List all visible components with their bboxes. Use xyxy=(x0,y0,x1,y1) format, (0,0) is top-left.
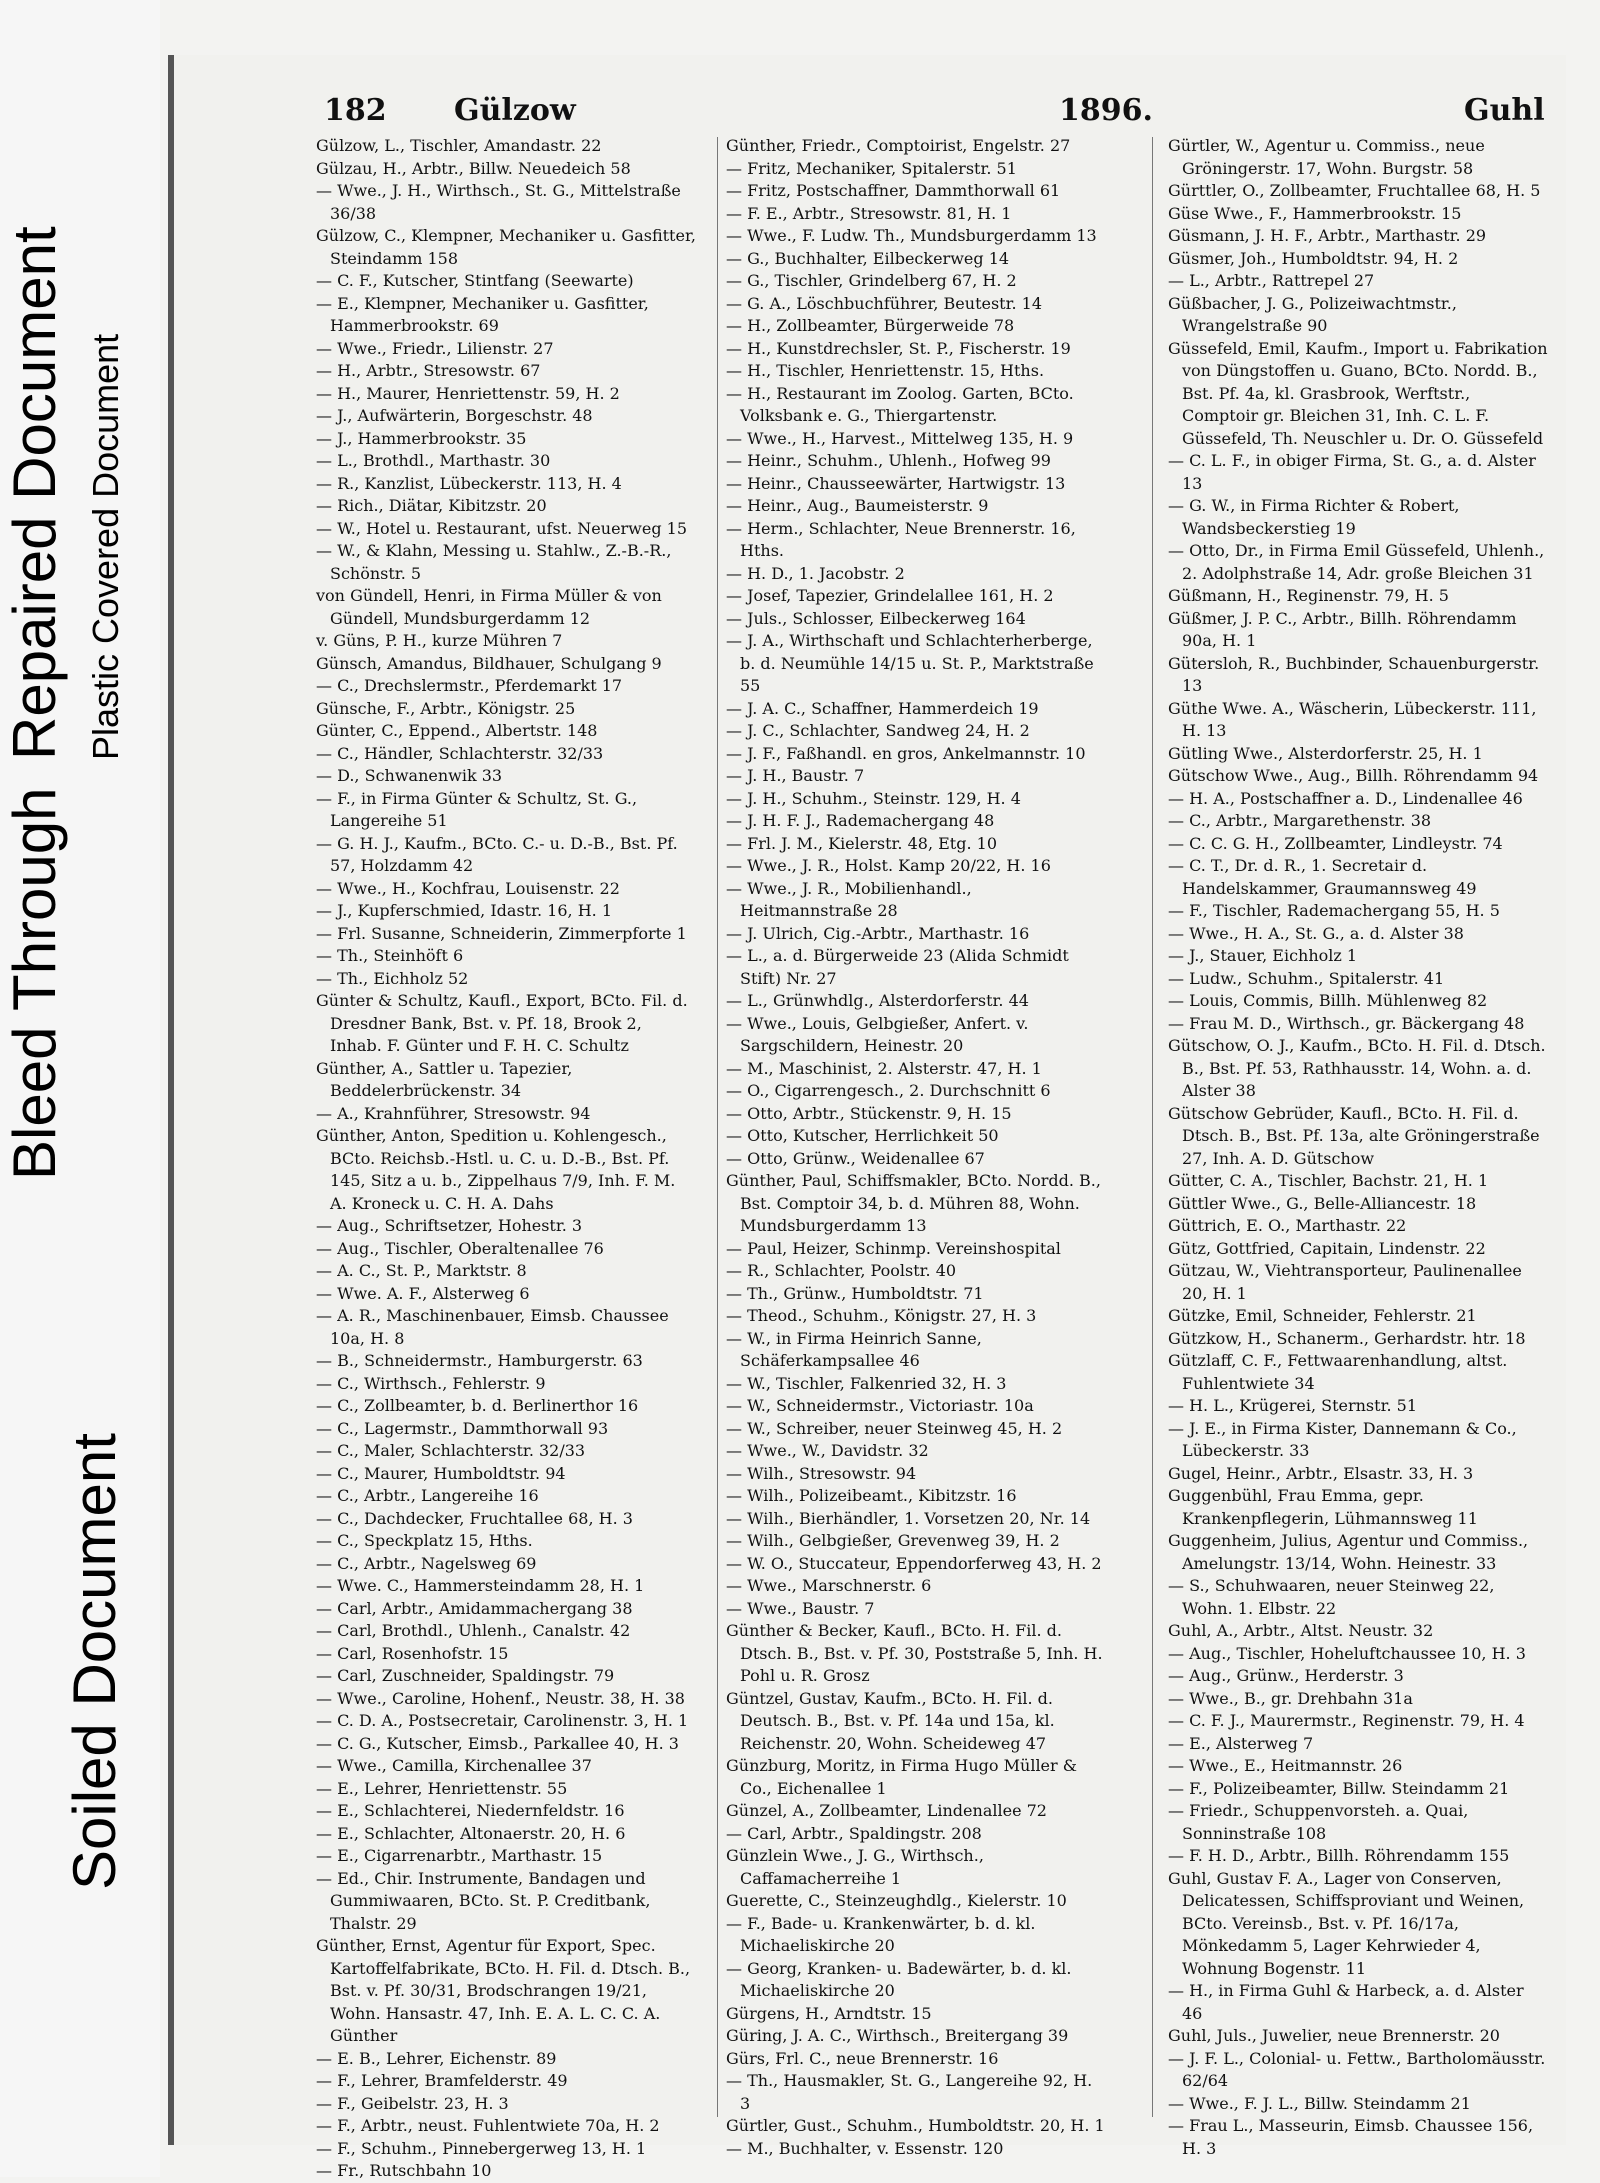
directory-entry: Gütling Wwe., Alsterdorferstr. 25, H. 1 xyxy=(1168,743,1483,763)
directory-entry: Günzburg, Moritz, in Firma Hugo Müller & Co., Eichenallee 1 xyxy=(726,1756,1077,1798)
directory-entry: — R., Kanzlist, Lübeckerstr. 113, H. 4 xyxy=(316,473,622,493)
directory-entry: — H., in Firma Guhl & Harbeck, a. d. Alster 46 xyxy=(1168,1981,1524,2023)
directory-entry: — Josef, Tapezier, Grindelallee 161, H. 2 xyxy=(726,586,1054,605)
directory-entry: Gürs, Frl. C., neue Brennerstr. 16 xyxy=(726,2048,999,2068)
directory-entry: Guggenbühl, Frau Emma, gepr. Krankenpflegerin, Lühmannsweg 11 xyxy=(1168,1486,1478,1528)
directory-entry: — Wwe., Friedr., Lilienstr. 27 xyxy=(316,338,554,358)
directory-entry: — H., Arbtr., Stresowstr. 67 xyxy=(316,361,541,380)
directory-entry: — Louis, Commis, Billh. Mühlenweg 82 xyxy=(1168,991,1488,1010)
directory-entry: — E. B., Lehrer, Eichenstr. 89 xyxy=(316,2048,557,2068)
directory-entry: Günsch, Amandus, Bildhauer, Schulgang 9 xyxy=(316,653,662,673)
directory-entry: — Otto, Grünw., Weidenallee 67 xyxy=(726,1148,985,1168)
directory-entry: — B., Schneidermstr., Hamburgerstr. 63 xyxy=(316,1351,643,1370)
directory-entry: Güse Wwe., F., Hammerbrookstr. 15 xyxy=(1168,203,1462,223)
directory-entry: — G. W., in Firma Richter & Robert, Wandsbeckerstieg 19 xyxy=(1168,496,1460,538)
directory-entry: Gützkow, H., Schanerm., Gerhardstr. htr. 18 xyxy=(1168,1328,1526,1348)
directory-entry: — Friedr., Schuppenvorsteh. a. Quai, Sonninstraße 108 xyxy=(1168,1801,1469,1843)
directory-entry: — Georg, Kranken- u. Badewärter, b. d. kl. Michaeliskirche 20 xyxy=(726,1958,1072,2000)
directory-entry: — Aug., Grünw., Herderstr. 3 xyxy=(1168,1666,1404,1685)
directory-entry: — Ed., Chir. Instrumente, Bandagen und Gummiwaaren, BCto. St. P. Creditbank, Thalstr. 29 xyxy=(316,1868,651,1933)
directory-entry: — F., Tischler, Rademachergang 55, H. 5 xyxy=(1168,901,1500,920)
directory-entry: Günter & Schultz, Kaufl., Export, BCto. Fil. d. Dresdner Bank, Bst. v. Pf. 18, Brook 2, Inhab. F. Günter und F. H. C. Schultz xyxy=(316,991,688,1055)
directory-entry: — H. A., Postschaffner a. D., Lindenallee 46 xyxy=(1168,788,1523,808)
directory-entry: Güsmer, Joh., Humboldtstr. 94, H. 2 xyxy=(1168,248,1459,268)
directory-entry: Gützau, W., Viehtransporteur, Paulinenallee 20, H. 1 xyxy=(1168,1261,1522,1303)
directory-entry: — C., Arbtr., Langereihe 16 xyxy=(316,1486,539,1505)
directory-entry: Günther, A., Sattler u. Tapezier, Beddelerbrückenstr. 34 xyxy=(316,1058,573,1100)
directory-entry: — Th., Eichholz 52 xyxy=(316,968,469,988)
directory-entry: — C. G., Kutscher, Eimsb., Parkallee 40, H. 3 xyxy=(316,1733,679,1753)
directory-entry: — Wwe., H., Kochfrau, Louisenstr. 22 xyxy=(316,878,620,898)
directory-entry: Gürttler, O., Zollbeamter, Fruchtallee 68, H. 5 xyxy=(1168,181,1541,200)
side-label-plastic-covered: Plastic Covered Document xyxy=(85,333,126,760)
directory-entry: — S., Schuhwaaren, neuer Steinweg 22, Wohn. 1. Elbstr. 22 xyxy=(1168,1576,1495,1618)
directory-entry: — Rich., Diätar, Kibitzstr. 20 xyxy=(316,496,547,515)
directory-entry: — Th., Steinhöft 6 xyxy=(316,946,464,965)
directory-entry: — Herm., Schlachter, Neue Brennerstr. 16, Hths. xyxy=(726,518,1076,560)
directory-entry: Güntzel, Gustav, Kaufm., BCto. H. Fil. d. Deutsch. B., Bst. v. Pf. 14a und 15a, kl. Reichenstr. 20, Wohn. Scheideweg 47 xyxy=(726,1688,1055,1753)
directory-entry: — H. L., Krügerei, Sternstr. 51 xyxy=(1168,1396,1417,1415)
directory-entry: Günther & Becker, Kaufl., BCto. H. Fil. d. Dtsch. B., Bst. v. Pf. 30, Poststraße 5, Inh. H. Pohl u. R. Grosz xyxy=(726,1621,1103,1685)
directory-entry: Gütschow Gebrüder, Kaufl., BCto. H. Fil. d. Dtsch. B., Bst. Pf. 13a, alte Gröningerstraße 27, Inh. A. D. Gütschow xyxy=(1168,1103,1540,1168)
directory-entry: — H. D., 1. Jacobstr. 2 xyxy=(726,563,905,583)
directory-entry: Guhl, Juls., Juwelier, neue Brennerstr. 20 xyxy=(1168,2026,1500,2045)
directory-entry: — W., & Klahn, Messing u. Stahlw., Z.-B.-R., Schönstr. 5 xyxy=(316,541,672,583)
directory-entry: — L., Brothdl., Marthastr. 30 xyxy=(316,451,551,470)
directory-entry: — J. H. F. J., Rademachergang 48 xyxy=(726,811,995,830)
directory-entry: — Wwe., E., Heitmannstr. 26 xyxy=(1168,1756,1403,1775)
directory-column-1 xyxy=(316,135,696,2183)
directory-entry: — A., Krahnführer, Stresowstr. 94 xyxy=(316,1103,591,1123)
directory-entry: — J. E., in Firma Kister, Dannemann & Co., Lübeckerstr. 33 xyxy=(1168,1418,1517,1460)
directory-entry: — C., Händler, Schlachterstr. 32/33 xyxy=(316,743,604,763)
directory-entry: — M., Maschinist, 2. Alsterstr. 47, H. 1 xyxy=(726,1058,1042,1078)
directory-entry: — L., Arbtr., Rattrepel 27 xyxy=(1168,271,1375,290)
directory-entry: — W., Hotel u. Restaurant, ufst. Neuerweg 15 xyxy=(316,518,688,538)
directory-entry: Guhl, A., Arbtr., Altst. Neustr. 32 xyxy=(1168,1621,1434,1640)
directory-entry: — R., Schlachter, Poolstr. 40 xyxy=(726,1261,957,1280)
directory-entry: — H., Zollbeamter, Bürgerweide 78 xyxy=(726,316,1015,335)
directory-entry: Guerette, C., Steinzeughdlg., Kielerstr. 10 xyxy=(726,1891,1067,1910)
directory-entry: — J., Aufwärterin, Borgeschstr. 48 xyxy=(316,406,593,425)
directory-entry: — Wwe., F. J. L., Billw. Steindamm 21 xyxy=(1168,2093,1471,2113)
directory-entry: Guggenheim, Julius, Agentur und Commiss., Amelungstr. 13/14, Wohn. Heinestr. 33 xyxy=(1168,1531,1529,1573)
directory-entry: Günther, Ernst, Agentur für Export, Spec. Kartoffelfabrikate, BCto. H. Fil. d. Dtsch. B., Bst. v. Pf. 30/31, Brodschrangen 19/21, Wohn. Hansastr. 47, Inh. E. A. L. C. C. A. Günther xyxy=(316,1936,691,2045)
directory-entry: — D., Schwanenwik 33 xyxy=(316,766,503,785)
directory-entry: Gütschow, O. J., Kaufm., BCto. H. Fil. d. Dtsch. B., Bst. Pf. 53, Rathhausstr. 14, Wohn. a. d. Alster 38 xyxy=(1168,1036,1546,1100)
directory-entry: Gürtler, W., Agentur u. Commiss., neue Gröningerstr. 17, Wohn. Burgstr. 58 xyxy=(1168,136,1485,178)
directory-entry: — W. O., Stuccateur, Eppendorferweg 43, H. 2 xyxy=(726,1553,1102,1573)
column-divider xyxy=(1152,137,1153,2117)
directory-entry: — H., Restaurant im Zoolog. Garten, BCto. Volksbank e. G., Thiergartenstr. xyxy=(726,383,1074,425)
directory-entry: — C., Zollbeamter, b. d. Berlinerthor 16 xyxy=(316,1396,639,1415)
directory-entry: — Wwe., Baustr. 7 xyxy=(726,1598,875,1618)
header-right-name: Guhl xyxy=(1464,93,1545,128)
directory-entry: Gülzow, C., Klempner, Mechaniker u. Gasfitter, Steindamm 158 xyxy=(316,226,696,268)
directory-entry: — C., Lagermstr., Dammthorwall 93 xyxy=(316,1418,609,1438)
directory-entry: Günzel, A., Zollbeamter, Lindenallee 72 xyxy=(726,1801,1047,1820)
directory-entry: — J. C., Schlachter, Sandweg 24, H. 2 xyxy=(726,721,1030,740)
directory-entry: — C. F., Kutscher, Stintfang (Seewarte) xyxy=(316,271,634,290)
directory-entry: — Wwe., Louis, Gelbgießer, Anfert. v. Sargschildern, Heinestr. 20 xyxy=(726,1013,1029,1055)
directory-entry: — W., Tischler, Falkenried 32, H. 3 xyxy=(726,1373,1007,1393)
directory-entry: — Wilh., Gelbgießer, Grevenweg 39, H. 2 xyxy=(726,1531,1060,1550)
directory-entry: Güssefeld, Emil, Kaufm., Import u. Fabrikation von Düngstoffen u. Guano, BCto. Nordd. B., Bst. Pf. 4a, kl. Grasbrook, Werftstr., Comptoir gr. Bleichen 31, Inh. C. L. F. Güssefeld, Th. Neuschler u. Dr. O. Güssefeld xyxy=(1168,338,1548,448)
directory-entry: Gützke, Emil, Schneider, Fehlerstr. 21 xyxy=(1168,1306,1477,1325)
directory-entry: — Ludw., Schuhm., Spitalerstr. 41 xyxy=(1168,968,1445,988)
directory-entry: — Wilh., Bierhändler, 1. Vorsetzen 20, Nr. 14 xyxy=(726,1508,1091,1528)
directory-entry: — Wwe., J. R., Holst. Kamp 20/22, H. 16 xyxy=(726,856,1051,875)
directory-entry: — Wwe., Marschnerstr. 6 xyxy=(726,1576,932,1595)
directory-entry: — L., a. d. Bürgerweide 23 (Alida Schmidt Stift) Nr. 27 xyxy=(726,946,1069,988)
directory-entry: Günther, Anton, Spedition u. Kohlengesch., BCto. Reichsb.-Hstl. u. C. u. D.-B., Bst. Pf. 145, Sitz a u. b., Zippelhaus 7/9, Inh. F. M. A. Kroneck u. C. H. A. Dahs xyxy=(316,1126,676,1213)
directory-entry: — J. Ulrich, Cig.-Arbtr., Marthastr. 16 xyxy=(726,923,1030,943)
directory-entry: — E., Alsterweg 7 xyxy=(1168,1733,1314,1753)
directory-entry: — Th., Hausmakler, St. G., Langereihe 92, H. 3 xyxy=(726,2071,1093,2113)
directory-entry: — C., Arbtr., Nagelsweg 69 xyxy=(316,1553,537,1573)
directory-entry: — Frau M. D., Wirthsch., gr. Bäckergang 48 xyxy=(1168,1013,1525,1033)
directory-entry: — F., Arbtr., neust. Fuhlentwiete 70a, H. 2 xyxy=(316,2116,660,2135)
directory-entry: — Wilh., Stresowstr. 94 xyxy=(726,1463,917,1483)
directory-entry: Güßbacher, J. G., Polizeiwachtmstr., Wrangelstraße 90 xyxy=(1168,293,1457,335)
directory-entry: — F., Schuhm., Pinnebergerweg 13, H. 1 xyxy=(316,2138,647,2158)
directory-column-3 xyxy=(1168,135,1548,2160)
directory-entry: — F., in Firma Günter & Schultz, St. G., Langereihe 51 xyxy=(316,788,638,830)
directory-entry: — Otto, Arbtr., Stückenstr. 9, H. 15 xyxy=(726,1103,1012,1123)
directory-entry: — Carl, Rosenhofstr. 15 xyxy=(316,1643,509,1663)
directory-entry: — Wwe., H., Harvest., Mittelweg 135, H. 9 xyxy=(726,428,1074,448)
directory-entry: von Gündell, Henri, in Firma Müller & von Gündell, Mundsburgerdamm 12 xyxy=(316,586,662,628)
directory-entry: Gülzau, H., Arbtr., Billw. Neuedeich 58 xyxy=(316,158,631,178)
directory-entry: — M., Buchhalter, v. Essenstr. 120 xyxy=(726,2138,1004,2158)
directory-entry: — Wwe., B., gr. Drehbahn 31a xyxy=(1168,1688,1413,1708)
directory-entry: Günzlein Wwe., J. G., Wirthsch., Caffamacherreihe 1 xyxy=(726,1846,984,1888)
directory-entry: — Frau L., Masseurin, Eimsb. Chaussee 156, H. 3 xyxy=(1168,2116,1534,2158)
directory-entry: — F. H. D., Arbtr., Billh. Röhrendamm 155 xyxy=(1168,1846,1510,1865)
directory-entry: — Aug., Tischler, Oberaltenallee 76 xyxy=(316,1238,604,1258)
directory-entry: Gützlaff, C. F., Fettwaarenhandlung, altst. Fuhlentwiete 34 xyxy=(1168,1351,1508,1393)
directory-entry: — E., Schlachter, Altonaerstr. 20, H. 6 xyxy=(316,1823,626,1843)
directory-entry: — C., Speckplatz 15, Hths. xyxy=(316,1531,533,1550)
directory-entry: — J. F., Faßhandl. en gros, Ankelmannstr. 10 xyxy=(726,743,1086,763)
directory-entry: — F., Geibelstr. 23, H. 3 xyxy=(316,2093,509,2113)
directory-entry: Güttrich, E. O., Marthastr. 22 xyxy=(1168,1216,1407,1235)
directory-entry: — J. F. L., Colonial- u. Fettw., Bartholomäusstr. 62/64 xyxy=(1168,2048,1546,2090)
directory-entry: Gütz, Gottfried, Capitain, Lindenstr. 22 xyxy=(1168,1238,1486,1258)
directory-entry: — J. A., Wirthschaft und Schlachterherberge, b. d. Neumühle 14/15 u. St. P., Marktstraße 55 xyxy=(726,631,1094,695)
directory-entry: — A. R., Maschinenbauer, Eimsb. Chaussee 10a, H. 8 xyxy=(316,1306,669,1348)
directory-entry: — F., Lehrer, Bramfelderstr. 49 xyxy=(316,2071,568,2090)
directory-entry: Gugel, Heinr., Arbtr., Elsastr. 33, H. 3 xyxy=(1168,1463,1474,1483)
directory-entry: — C., Wirthsch., Fehlerstr. 9 xyxy=(316,1373,546,1393)
directory-entry: — C., Drechslermstr., Pferdemarkt 17 xyxy=(316,676,623,695)
directory-entry: — W., Schneidermstr., Victoriastr. 10a xyxy=(726,1396,1034,1415)
directory-entry: — J., Stauer, Eichholz 1 xyxy=(1168,946,1358,965)
directory-entry: — J. H., Baustr. 7 xyxy=(726,766,865,785)
directory-entry: Gütschow Wwe., Aug., Billh. Röhrendamm 94 xyxy=(1168,766,1539,785)
directory-entry: — Paul, Heizer, Schinmp. Vereinshospital xyxy=(726,1238,1061,1258)
directory-entry: — Aug., Schriftsetzer, Hohestr. 3 xyxy=(316,1216,583,1235)
directory-column-2 xyxy=(726,135,1106,2160)
directory-entry: — Heinr., Aug., Baumeisterstr. 9 xyxy=(726,496,989,515)
directory-entry: — C. D. A., Postsecretair, Carolinenstr. 3, H. 1 xyxy=(316,1711,689,1730)
directory-entry: — Frl. Susanne, Schneiderin, Zimmerpforte 1 xyxy=(316,923,687,943)
directory-entry: — Wwe., J. R., Mobilienhandl., Heitmannstraße 28 xyxy=(726,878,972,920)
directory-entry: — C. T., Dr. d. R., 1. Secretair d. Handelskammer, Graumannsweg 49 xyxy=(1168,856,1477,898)
directory-entry: — Wwe., W., Davidstr. 32 xyxy=(726,1441,929,1460)
directory-entry: — Wwe., J. H., Wirthsch., St. G., Mittelstraße 36/38 xyxy=(316,181,681,223)
directory-entry: Gütersloh, R., Buchbinder, Schauenburgerstr. 13 xyxy=(1168,653,1540,695)
directory-entry: — Wwe., Camilla, Kirchenallee 37 xyxy=(316,1756,592,1775)
directory-entry: — C. C. G. H., Zollbeamter, Lindleystr. 74 xyxy=(1168,833,1503,853)
directory-entry: — J., Kupferschmied, Idastr. 16, H. 1 xyxy=(316,901,612,920)
directory-entry: — Aug., Tischler, Hoheluftchaussee 10, H. 3 xyxy=(1168,1643,1526,1663)
directory-entry: — Otto, Kutscher, Herrlichkeit 50 xyxy=(726,1126,999,1145)
directory-entry: — W., in Firma Heinrich Sanne, Schäferkampsallee 46 xyxy=(726,1328,982,1370)
directory-entry: — G., Buchhalter, Eilbeckerweg 14 xyxy=(726,248,1010,268)
directory-entry: — Theod., Schuhm., Königstr. 27, H. 3 xyxy=(726,1306,1037,1325)
directory-entry: Güring, J. A. C., Wirthsch., Breitergang 39 xyxy=(726,2026,1069,2045)
directory-entry: — E., Klempner, Mechaniker u. Gasfitter, Hammerbrookstr. 69 xyxy=(316,293,649,335)
side-label-strip xyxy=(0,0,160,2177)
directory-entry: — L., Grünwhdlg., Alsterdorferstr. 44 xyxy=(726,991,1029,1010)
directory-entry: Güthe Wwe. A., Wäscherin, Lübeckerstr. 111, H. 13 xyxy=(1168,698,1537,740)
directory-entry: — Wwe., Caroline, Hohenf., Neustr. 38, H. 38 xyxy=(316,1688,685,1708)
directory-entry: — C. L. F., in obiger Firma, St. G., a. d. Alster 13 xyxy=(1168,451,1536,493)
directory-entry: Günther, Friedr., Comptoirist, Engelstr. 27 xyxy=(726,136,1071,155)
directory-entry: — C., Arbtr., Margarethenstr. 38 xyxy=(1168,811,1432,830)
directory-entry: — J., Hammerbrookstr. 35 xyxy=(316,428,527,448)
directory-entry: Güßmann, H., Reginenstr. 79, H. 5 xyxy=(1168,586,1449,605)
directory-entry: Güttler Wwe., G., Belle-Alliancestr. 18 xyxy=(1168,1193,1477,1213)
directory-entry: — C. F. J., Maurermstr., Reginenstr. 79, H. 4 xyxy=(1168,1711,1525,1730)
directory-entry: — O., Cigarrengesch., 2. Durchschnitt 6 xyxy=(726,1081,1051,1100)
side-label-repaired: Repaired Document xyxy=(1,226,68,760)
directory-entry: — E., Lehrer, Henriettenstr. 55 xyxy=(316,1778,568,1798)
directory-entry: — H., Tischler, Henriettenstr. 15, Hths. xyxy=(726,361,1045,380)
directory-entry: — Wwe. A. F., Alsterweg 6 xyxy=(316,1283,530,1303)
directory-entry: — A. C., St. P., Marktstr. 8 xyxy=(316,1261,527,1280)
directory-entry: Gürtler, Gust., Schuhm., Humboldtstr. 20, H. 1 xyxy=(726,2116,1105,2135)
directory-entry: — C., Maler, Schlachterstr. 32/33 xyxy=(316,1441,586,1460)
directory-entry: — F., Polizeibeamter, Billw. Steindamm 21 xyxy=(1168,1778,1510,1798)
directory-entry: — H., Maurer, Henriettenstr. 59, H. 2 xyxy=(316,383,620,403)
directory-entry: — Th., Grünw., Humboldtstr. 71 xyxy=(726,1283,984,1303)
directory-entry: — G. H. J., Kaufm., BCto. C.- u. D.-B., Bst. Pf. 57, Holzdamm 42 xyxy=(316,833,678,875)
directory-entry: — J. A. C., Schaffner, Hammerdeich 19 xyxy=(726,698,1039,718)
directory-entry: — Heinr., Chausseewärter, Hartwigstr. 13 xyxy=(726,473,1066,493)
header-year: 1896. xyxy=(1059,93,1153,128)
directory-entry: — Wwe., H. A., St. G., a. d. Alster 38 xyxy=(1168,923,1464,943)
directory-entry: — J. H., Schuhm., Steinstr. 129, H. 4 xyxy=(726,788,1021,808)
column-divider xyxy=(717,137,718,2117)
directory-entry: — Carl, Arbtr., Amidammachergang 38 xyxy=(316,1598,633,1618)
directory-entry: Günsche, F., Arbtr., Königstr. 25 xyxy=(316,698,576,718)
directory-entry: — Carl, Arbtr., Spaldingstr. 208 xyxy=(726,1823,982,1843)
directory-entry: — Wwe., F. Ludw. Th., Mundsburgerdamm 13 xyxy=(726,226,1097,245)
directory-entry: — Frl. J. M., Kielerstr. 48, Etg. 10 xyxy=(726,833,997,853)
directory-entry: Guhl, Gustav F. A., Lager von Conserven, Delicatessen, Schiffsproviant und Weinen, BCto. Vereinsb., Bst. v. Pf. 16/17a, Mönkedamm 5, Lager Kehrwieder 4, Wohnung Bogenstr. 11 xyxy=(1168,1868,1525,1978)
side-label-soiled: Soiled Document xyxy=(61,1433,128,1890)
page-number: 182 xyxy=(324,93,387,128)
directory-entry: Günter, C., Eppend., Albertstr. 148 xyxy=(316,721,598,740)
directory-entry: Gütter, C. A., Tischler, Bachstr. 21, H. 1 xyxy=(1168,1171,1489,1190)
directory-entry: — H., Kunstdrechsler, St. P., Fischerstr. 19 xyxy=(726,338,1071,358)
header-left-name: Gülzow xyxy=(454,93,576,128)
directory-page xyxy=(168,55,1566,2180)
directory-entry: — W., Schreiber, neuer Steinweg 45, H. 2 xyxy=(726,1418,1063,1438)
directory-entry: — Otto, Dr., in Firma Emil Güssefeld, Uhlenh., 2. Adolphstraße 14, Adr. große Bleichen 31 xyxy=(1168,541,1545,583)
directory-entry: — F. E., Arbtr., Stresowstr. 81, H. 1 xyxy=(726,203,1012,223)
directory-entry: Gülzow, L., Tischler, Amandastr. 22 xyxy=(316,136,602,155)
directory-entry: Gürgens, H., Arndtstr. 15 xyxy=(726,2003,932,2023)
directory-entry: — Wilh., Polizeibeamt., Kibitzstr. 16 xyxy=(726,1486,1017,1505)
directory-entry: — Fritz, Postschaffner, Dammthorwall 61 xyxy=(726,181,1061,200)
directory-entry: v. Güns, P. H., kurze Mühren 7 xyxy=(316,631,563,650)
directory-entry: — G., Tischler, Grindelberg 67, H. 2 xyxy=(726,271,1017,290)
directory-entry: — Carl, Brothdl., Uhlenh., Canalstr. 42 xyxy=(316,1621,631,1640)
directory-entry: — G. A., Löschbuchführer, Beutestr. 14 xyxy=(726,293,1043,313)
directory-entry: — Carl, Zuschneider, Spaldingstr. 79 xyxy=(316,1666,615,1685)
directory-entry: Güsmann, J. H. F., Arbtr., Marthastr. 29 xyxy=(1168,226,1487,245)
directory-entry: Günther, Paul, Schiffsmakler, BCto. Nordd. B., Bst. Comptoir 34, b. d. Mühren 88, Wohn. Mundsburgerdamm 13 xyxy=(726,1171,1101,1235)
directory-entry: — C., Dachdecker, Fruchtallee 68, H. 3 xyxy=(316,1508,633,1528)
directory-entry: Güßmer, J. P. C., Arbtr., Billh. Röhrendamm 90a, H. 1 xyxy=(1168,608,1517,650)
directory-entry: — Heinr., Schuhm., Uhlenh., Hofweg 99 xyxy=(726,451,1051,470)
directory-entry: — E., Schlachterei, Niedernfeldstr. 16 xyxy=(316,1801,625,1820)
directory-entry: — C., Maurer, Humboldtstr. 94 xyxy=(316,1463,566,1483)
side-label-bleed-through: Bleed Through xyxy=(1,787,68,1180)
directory-entry: — Wwe. C., Hammersteindamm 28, H. 1 xyxy=(316,1576,645,1595)
directory-entry: — Fritz, Mechaniker, Spitalerstr. 51 xyxy=(726,158,1017,178)
directory-entry: — Fr., Rutschbahn 10 xyxy=(316,2161,492,2180)
directory-entry: — Juls., Schlosser, Eilbeckerweg 164 xyxy=(726,608,1026,628)
directory-entry: — F., Bade- u. Krankenwärter, b. d. kl. Michaeliskirche 20 xyxy=(726,1913,1036,1955)
directory-entry: — E., Cigarrenarbtr., Marthastr. 15 xyxy=(316,1846,603,1865)
